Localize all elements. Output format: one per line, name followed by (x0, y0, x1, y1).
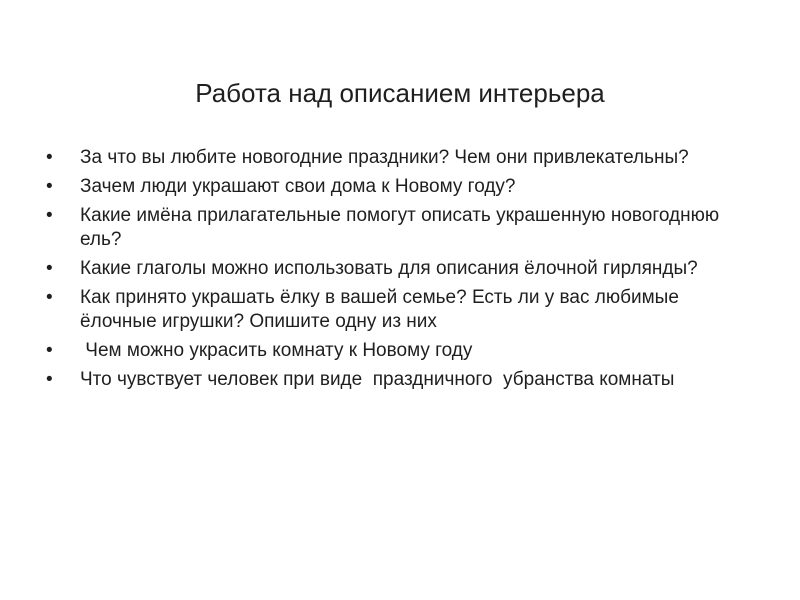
bullet-icon: • (46, 340, 53, 361)
list-item (46, 339, 726, 363)
list-item (46, 257, 726, 281)
bullet-icon: • (46, 287, 53, 308)
list-item-text: Как принято украшать ёлку в вашей семье? Есть ли у вас любимые ёлочные игрушки? Опишите одну из них (80, 287, 679, 332)
bullet-icon: • (46, 258, 53, 279)
bullet-icon: • (46, 147, 53, 168)
list-item (46, 146, 726, 170)
question-list (46, 146, 726, 397)
list-item-text: За что вы любите новогодние праздники? Чем они привлекательны? (80, 147, 689, 168)
list-item-text: Зачем люди украшают свои дома к Новому году? (80, 176, 516, 197)
list-item-text: Какие имёна прилагательные помогут описать украшенную новогоднюю ель? (80, 205, 720, 250)
list-item (46, 286, 726, 334)
bullet-icon: • (46, 369, 53, 390)
bullet-icon: • (46, 176, 53, 197)
list-item-text: Какие глаголы можно использовать для описания ёлочной гирлянды? (80, 258, 698, 279)
bullet-icon: • (46, 205, 53, 226)
slide-title: Работа над описанием интерьера (195, 78, 605, 108)
list-item (46, 175, 726, 199)
list-item (46, 204, 726, 252)
list-item-text: Чем можно украсить комнату к Новому году (80, 340, 473, 361)
list-item (46, 368, 726, 392)
list-item-text: Что чувствует человек при виде праздничного убранства комнаты (80, 369, 675, 390)
